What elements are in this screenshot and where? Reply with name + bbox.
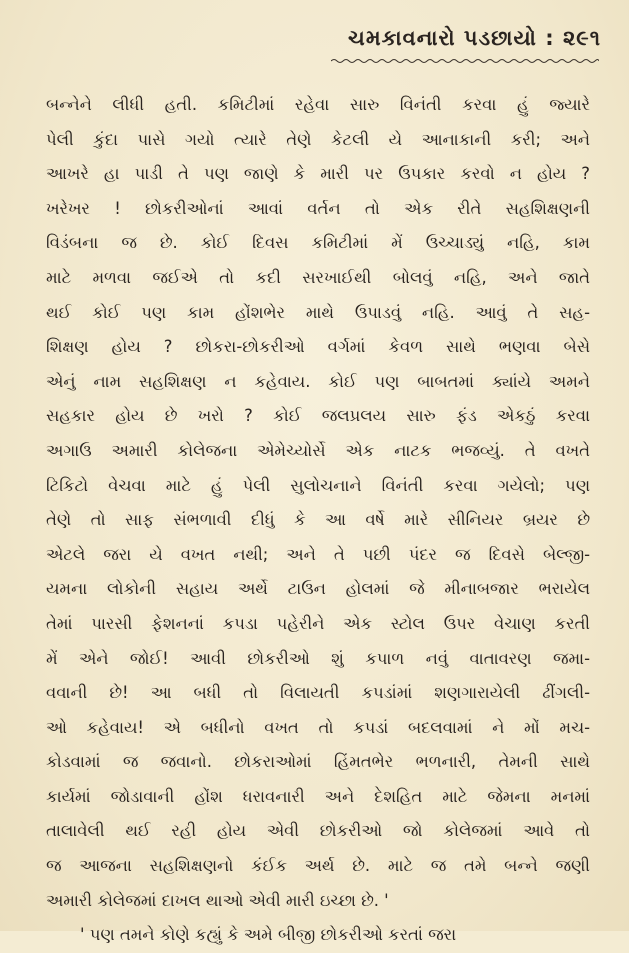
- text-line: માટે મળવા જઈએ તો કદી સરખાઈથી બોલવું નહિ, અને જાતે: [46, 267, 590, 287]
- text-line: ઓ કહેવાય! એ બધીનો વખત તો કપડાં બદલવામાં ને મોં મચ-: [46, 717, 590, 737]
- text-line: શિક્ષણ હોય ? છોકરા-છોકરીઓ વર્ગમાં કેવળ સાથે ભણવા બેસે: [46, 337, 590, 357]
- text-line: અગાઉ અમારી કોલેજના એમેચ્યોર્સે એક નાટક ભજવ્યું. તે વખતે: [46, 440, 590, 460]
- text-line: બન્નેને લીધી હતી. કમિટીમાં રહેવા સારુ વિનંતી કરવા હું જ્યારે: [46, 95, 590, 114]
- text-line: ટિકિટો વેચવા માટે હું પેલી સુલોચનાને વિનંતી કરવા ગયેલો; પણ: [46, 475, 590, 495]
- text-line: આખરે હા પાડી તે પણ જાણે કે મારી પર ઉપકાર કરવો ન હોય ?: [46, 164, 590, 184]
- body-text: [46, 88, 590, 953]
- text-line: એટલે જરા યે વખત નથી; અને તે પછી પંદર જ દિવસે બેલ્જી-: [46, 544, 590, 564]
- header-wavy-rule: [331, 58, 599, 64]
- text-line: કાર્યમાં જોડાવાની હોંશ ધરાવનારી અને દેશહિત માટે જેમના મનમાં: [46, 786, 590, 806]
- running-header: ચમકાવનારો પડછાયો : ૨૯૧: [348, 26, 601, 50]
- text-line: પેલી કુંદા પાસે ગયો ત્યારે તેણે કેટલી યે આનાકાની કરી; અને: [46, 129, 590, 149]
- text-line: ખરેખર ! છોકરીઓનાં આવાં વર્તન તો એક રીતે સહશિક્ષણની: [46, 198, 590, 218]
- text-line: કોડવામાં જ જવાનો. છોકરાઓમાં હિંમતભેર ભળનારી, તેમની સાથે: [46, 752, 590, 772]
- text-line: વિડંબના જ છે. કોઈ દિવસ કમિટીમાં મેં ઉચ્ચાડ્યું નહિ, કામ: [46, 233, 590, 253]
- text-line: થઈ કોઈ પણ કામ હોંશભેર માથે ઉપાડવું નહિ. આવું તે સહ-: [46, 302, 590, 322]
- text-line: તેમાં પારસી ફેશનનાં કપડા પહેરીને એક સ્ટોલ ઉપર વેચાણ કરતી: [46, 613, 590, 633]
- text-line: મેં એને જોઈ! આવી છોકરીઓ શું કપાળ નવું વાતાવરણ જમા-: [46, 648, 590, 668]
- text-line: યમના લોકોની સહાય અર્થે ટાઉન હોલમાં જે મીનાબજાર ભરાયેલ: [46, 579, 590, 599]
- text-line: સહકાર હોય છે ખરો ? કોઈ જલપ્રલય સારુ ફંડ એકઠું કરવા: [46, 406, 590, 426]
- text-line: ' પણ તમને કોણે કહ્યું કે અમે બીજી છોકરીઓ કરતાં જરા: [80, 925, 457, 945]
- text-line: તાલાવેલી થઈ રહી હોય એવી છોકરીઓ જો કોલેજમાં આવે તો: [46, 821, 590, 841]
- text-line: એનું નામ સહશિક્ષણ ન કહેવાય. કોઈ પણ બાબતમાં ક્યાંયે અમને: [46, 371, 590, 391]
- text-line: જ આજના સહશિક્ષણનો કંઈક અર્થ છે. માટે જ તમે બન્ને જણી: [46, 856, 590, 876]
- text-line: વવાની છે! આ બધી તો વિલાયતી કપડાંમાં શણગારાયેલી ઢીંગલી-: [46, 683, 590, 703]
- text-line: તેણે તો સાફ સંભળાવી દીધું કે આ વર્ષે મારે સીનિયર બ્રયર છે: [46, 510, 590, 530]
- text-line: અમારી કોલેજમાં દાખલ થાઓ એવી મારી ઇચ્છા છે. ': [46, 890, 389, 910]
